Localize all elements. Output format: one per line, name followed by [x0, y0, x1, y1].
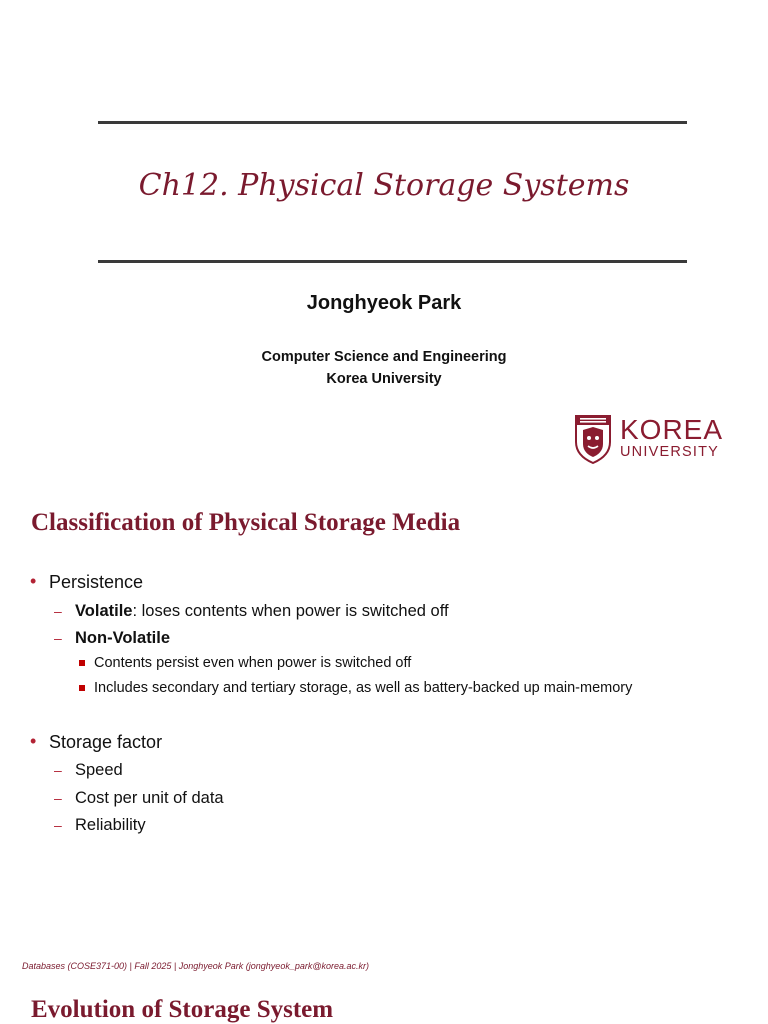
- dash-icon: –: [54, 630, 62, 646]
- list-item: [54, 789, 224, 808]
- section-heading-classification: Classification of Physical Storage Media: [31, 509, 461, 536]
- korea-university-crest-icon: [574, 414, 612, 464]
- item-volatile: [54, 602, 449, 621]
- square-bullet-icon: [79, 660, 85, 666]
- dash-icon: –: [54, 762, 62, 778]
- slide-title: Ch12. Physical Storage Systems: [138, 168, 630, 203]
- list-item: [54, 816, 146, 835]
- title-bottom-rule: [98, 260, 687, 263]
- list-item: [54, 761, 123, 780]
- dash-icon: –: [54, 817, 62, 833]
- title-top-rule: [98, 121, 687, 124]
- storage-factor-speed: Speed: [75, 761, 123, 779]
- author-name: Jonghyeok Park: [306, 292, 462, 314]
- bullet-persistence: [30, 571, 144, 593]
- dash-icon: –: [54, 790, 62, 806]
- list-item: [94, 655, 411, 671]
- dash-icon: –: [54, 603, 62, 619]
- logo-word-korea: KOREA: [620, 414, 724, 445]
- term-nonvolatile: Non-Volatile: [75, 629, 171, 647]
- item-nonvolatile: [54, 629, 171, 648]
- term-volatile: Volatile: [75, 602, 133, 620]
- desc-volatile: : loses contents when power is switched off: [132, 602, 449, 620]
- square-bullet-icon: [79, 685, 85, 691]
- bullet-dot-icon: •: [30, 731, 37, 751]
- section-heading-evolution: Evolution of Storage System: [31, 996, 334, 1023]
- affiliation-department: Computer Science and Engineering: [261, 349, 507, 365]
- bullet-storage-factor-label: Storage factor: [49, 732, 163, 752]
- korea-university-logo: [574, 414, 724, 466]
- affiliation: [0, 346, 768, 390]
- storage-factor-reliability: Reliability: [75, 816, 146, 834]
- bullet-dot-icon: •: [30, 571, 37, 591]
- storage-factor-cost: Cost per unit of data: [75, 789, 224, 807]
- bullet-storage-factor: [30, 731, 163, 753]
- logo-word-university: UNIVERSITY: [620, 444, 720, 460]
- list-item: [94, 680, 632, 696]
- bullet-persistence-label: Persistence: [49, 572, 144, 592]
- affiliation-university: Korea University: [326, 371, 442, 387]
- nonvolatile-item-text: Includes secondary and tertiary storage, as well as battery-backed up main-memory: [94, 680, 633, 696]
- nonvolatile-item-text: Contents persist even when power is switched off: [94, 655, 412, 671]
- slide-footer: Databases (COSE371-00) | Fall 2025 | Jonghyeok Park (jonghyeok_park@korea.ac.kr): [22, 961, 369, 971]
